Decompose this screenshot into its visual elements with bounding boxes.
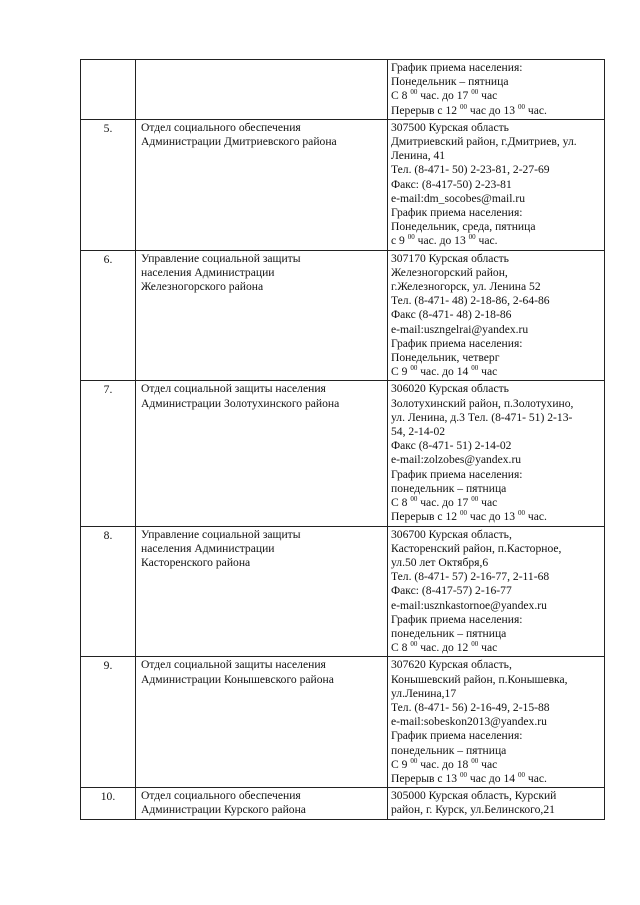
text-run: час. до 13 <box>414 234 469 248</box>
office-name-line: Касторенского района <box>141 555 251 569</box>
text-run: Перерыв с 12 <box>391 103 460 117</box>
office-contacts <box>388 657 605 788</box>
row-number <box>81 60 136 120</box>
office-name-line: Отдел социальной защиты населения <box>141 658 326 672</box>
office-name-line: Управление социальной защиты <box>141 251 301 265</box>
text-run: час. <box>524 103 547 117</box>
text-run: С 9 <box>391 757 411 771</box>
row-number: 6. <box>81 250 136 381</box>
office-name-line: Управление социальной защиты <box>141 527 301 541</box>
text-run: час. до 14 <box>417 365 472 379</box>
contact-line: Дмитриевский район, г.Дмитриев, ул. <box>391 135 577 149</box>
text-run: час <box>478 641 498 655</box>
office-contacts <box>388 381 605 526</box>
table-row <box>81 381 605 526</box>
contact-line: г.Железногорск, ул. Ленина 52 <box>391 280 541 294</box>
contact-line: 54, 2-14-02 <box>391 425 446 439</box>
contact-line <box>391 772 601 786</box>
office-name-line: Администрации Курского района <box>141 803 306 817</box>
office-contacts <box>388 526 605 657</box>
offices-table-body <box>81 60 605 820</box>
text-run: час до 14 <box>466 771 518 785</box>
office-name-line: Отдел социальной защиты населения <box>141 382 326 396</box>
contact-line: ул.Ленина,17 <box>391 686 457 700</box>
contact-line: 305000 Курская область, Курский <box>391 789 557 803</box>
superscript: 00 <box>407 233 415 242</box>
office-name-line: Администрации Дмитриевского района <box>141 135 337 149</box>
office-name-line: Отдел социального обеспечения <box>141 789 301 803</box>
contact-line: Тел. (8-471- 50) 2-23-81, 2-27-69 <box>391 163 550 177</box>
text-run: час. до 17 <box>417 496 472 510</box>
superscript: 00 <box>517 770 525 779</box>
text-run: час <box>478 365 498 379</box>
contact-line <box>391 104 601 118</box>
contact-line: Понедельник, среда, пятница <box>391 220 536 234</box>
superscript: 00 <box>471 640 479 649</box>
table-row <box>81 60 605 120</box>
office-name <box>136 119 388 250</box>
contact-line: График приема населения: <box>391 612 523 626</box>
contact-line: Факс: (8-417-57) 2-16-77 <box>391 584 512 598</box>
text-run: час <box>478 496 498 510</box>
contact-line: Касторенский район, п.Касторное, <box>391 541 562 555</box>
contact-line: Конышевский район, п.Конышевка, <box>391 672 568 686</box>
row-number: 9. <box>81 657 136 788</box>
contact-line: e-mail:uszngelrai@yandex.ru <box>391 322 529 336</box>
contact-line: Понедельник – пятница <box>391 75 509 89</box>
table-row <box>81 657 605 788</box>
contact-line: График приема населения: <box>391 61 523 74</box>
contact-line: понедельник – пятница <box>391 743 507 757</box>
row-number: 8. <box>81 526 136 657</box>
contact-line: График приема населения: <box>391 467 523 481</box>
text-run: час. <box>524 771 547 785</box>
office-name-line: населения Администрации <box>141 265 275 279</box>
row-number: 7. <box>81 381 136 526</box>
text-run: час. до 17 <box>417 89 472 103</box>
table-row <box>81 788 605 819</box>
contact-line: Факс (8-471- 51) 2-14-02 <box>391 439 512 453</box>
offices-table <box>80 59 605 820</box>
contact-line <box>391 365 601 379</box>
office-name-line: населения Администрации <box>141 541 275 555</box>
text-run: с 9 <box>391 234 408 248</box>
contact-line: Железногорский район, <box>391 265 508 279</box>
contact-line: район, г. Курск, ул.Белинского,21 <box>391 803 555 817</box>
office-contacts <box>388 60 605 120</box>
contact-line: понедельник – пятница <box>391 481 507 495</box>
contact-line <box>391 89 601 103</box>
contact-line: 307170 Курская область <box>391 251 509 265</box>
contact-line: 307500 Курская область <box>391 120 509 134</box>
contact-line <box>391 641 601 655</box>
superscript: 00 <box>459 102 467 111</box>
superscript: 00 <box>471 88 479 97</box>
contact-line: e-mail:usznkastornoe@yandex.ru <box>391 598 547 612</box>
text-run: Перерыв с 12 <box>391 510 460 524</box>
office-name-line: Администрации Золотухинского района <box>141 396 340 410</box>
office-name <box>136 381 388 526</box>
superscript: 00 <box>410 495 418 504</box>
contact-line: e-mail:dm_socobes@mail.ru <box>391 191 525 205</box>
superscript: 00 <box>459 770 467 779</box>
contact-line: ул. Ленина, д.3 Тел. (8-471- 51) 2-13- <box>391 410 573 424</box>
office-name-line: Железногорского района <box>141 280 264 294</box>
contact-line: 306700 Курская область, <box>391 527 512 541</box>
contact-line: Тел. (8-471- 57) 2-16-77, 2-11-68 <box>391 570 550 584</box>
text-run: час до 13 <box>466 510 518 524</box>
office-contacts <box>388 250 605 381</box>
text-run: час <box>478 757 498 771</box>
contact-line: Факс (8-471- 48) 2-18-86 <box>391 308 512 322</box>
superscript: 00 <box>517 102 525 111</box>
office-name <box>136 526 388 657</box>
contact-line: Факс: (8-417-50) 2-23-81 <box>391 177 512 191</box>
text-run: час. до 12 <box>417 641 472 655</box>
superscript: 00 <box>410 88 418 97</box>
office-name <box>136 657 388 788</box>
contact-line <box>391 510 601 524</box>
contact-line: Тел. (8-471- 56) 2-16-49, 2-15-88 <box>391 700 550 714</box>
contact-line: Ленина, 41 <box>391 149 446 163</box>
contact-line: Золотухинский район, п.Золотухино, <box>391 396 574 410</box>
text-run: С 8 <box>391 89 411 103</box>
text-run: час. до 18 <box>417 757 472 771</box>
text-run: С 9 <box>391 365 411 379</box>
text-run: С 8 <box>391 641 411 655</box>
superscript: 00 <box>410 364 418 373</box>
table-row <box>81 119 605 250</box>
text-run: час. <box>475 234 498 248</box>
superscript: 00 <box>471 756 479 765</box>
office-name-line: Отдел социального обеспечения <box>141 120 301 134</box>
contact-line: График приема населения: <box>391 336 523 350</box>
superscript: 00 <box>517 509 525 518</box>
contact-line <box>391 496 601 510</box>
contact-line: График приема населения: <box>391 206 523 220</box>
office-contacts <box>388 788 605 819</box>
contact-line: 307620 Курская область, <box>391 658 512 672</box>
contact-line: График приема населения: <box>391 729 523 743</box>
row-number: 5. <box>81 119 136 250</box>
contact-line: Тел. (8-471- 48) 2-18-86, 2-64-86 <box>391 294 550 308</box>
text-run: час до 13 <box>466 103 518 117</box>
contact-line: Понедельник, четверг <box>391 351 500 365</box>
superscript: 00 <box>471 495 479 504</box>
contact-line: ул.50 лет Октября,6 <box>391 555 489 569</box>
row-number: 10. <box>81 788 136 819</box>
office-name <box>136 250 388 381</box>
office-name-line: Администрации Конышевского района <box>141 672 334 686</box>
contact-line: e-mail:sobeskon2013@yandex.ru <box>391 715 547 729</box>
contact-line <box>391 234 601 248</box>
superscript: 00 <box>471 364 479 373</box>
table-row <box>81 526 605 657</box>
contact-line: 306020 Курская область <box>391 382 509 396</box>
office-contacts <box>388 119 605 250</box>
text-run: час <box>478 89 498 103</box>
superscript: 00 <box>410 640 418 649</box>
office-name <box>136 788 388 819</box>
superscript: 00 <box>410 756 418 765</box>
office-name <box>136 60 388 120</box>
text-run: Перерыв с 13 <box>391 771 460 785</box>
text-run: час. <box>524 510 547 524</box>
contact-line <box>391 758 601 772</box>
contact-line: понедельник – пятница <box>391 626 507 640</box>
contact-line: e-mail:zolzobes@yandex.ru <box>391 453 522 467</box>
superscript: 00 <box>459 509 467 518</box>
text-run: С 8 <box>391 496 411 510</box>
table-row <box>81 250 605 381</box>
superscript: 00 <box>468 233 476 242</box>
